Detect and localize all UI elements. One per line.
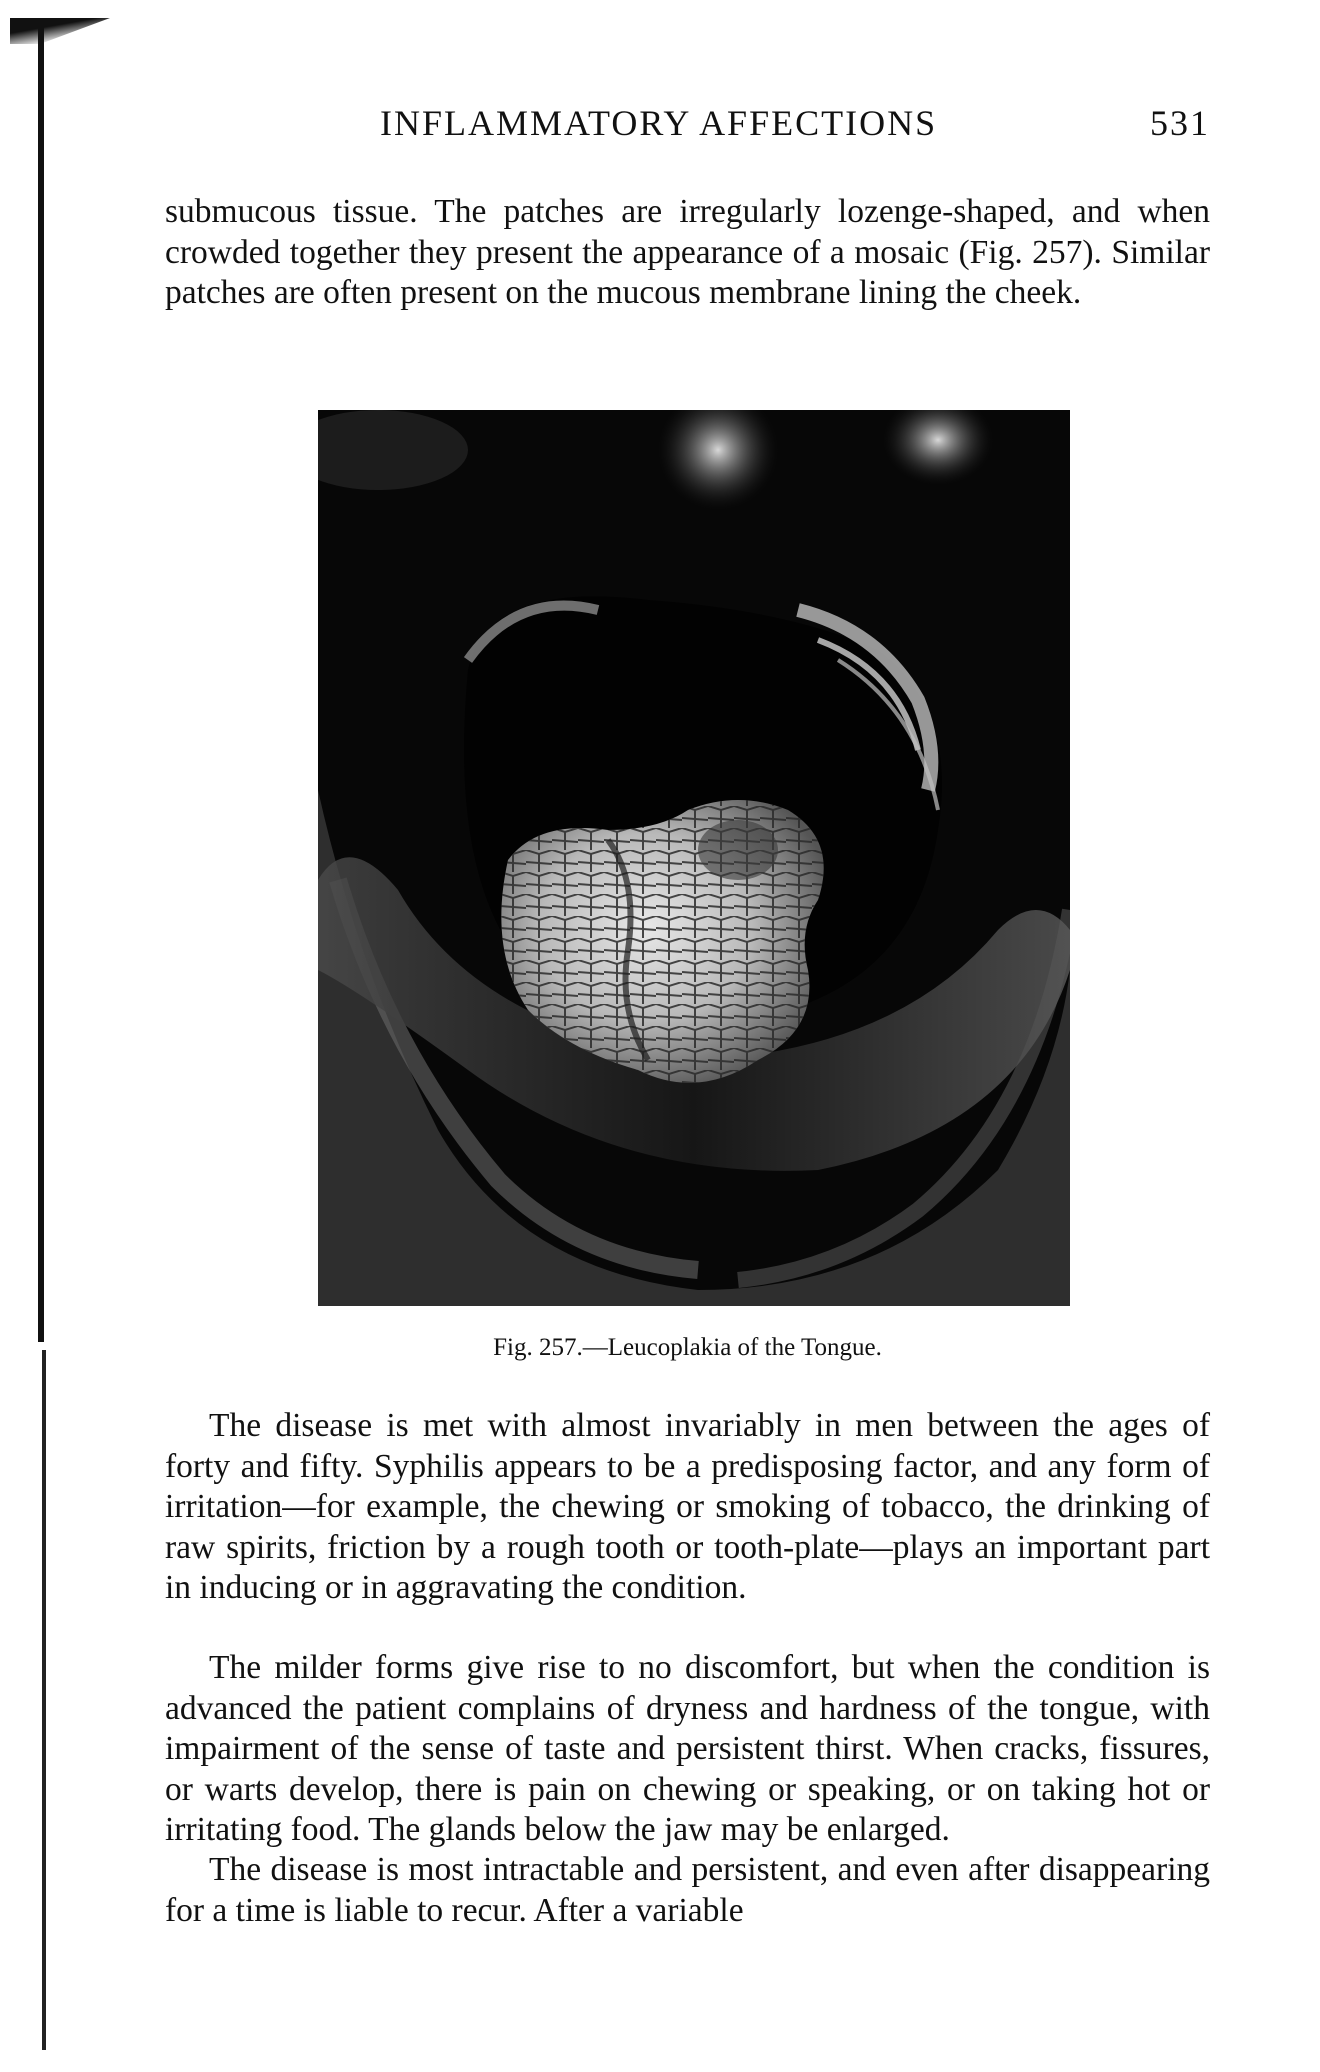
- binding-edge-shadow: [10, 18, 110, 44]
- figure-caption: Fig. 257.—Leucoplakia of the Tongue.: [493, 1334, 882, 1361]
- paragraph: The disease is most intractable and persistent, and even after disappearing for a time is liable to recur. After a variable: [165, 1851, 1210, 1929]
- paragraph-continuation: submucous tissue. The patches are irregularly lozenge-shaped, and when crowded together they present the appearance of a mosaic (Fig. 257). Similar patches are often present on the mucous membrane lining the cheek.: [165, 193, 1210, 311]
- paragraph: The milder forms give rise to no discomfort, but when the condition is advanced the patient complains of dryness and hardness of the tongue, with impairment of the sense of taste and persistent thirst. When cracks, fissures, or warts develop, there is pain on chewing or speaking, or on taking hot or irritating food. The glands below the jaw may be enlarged.: [165, 1649, 1210, 1848]
- binding-edge-line-lower: [42, 1350, 46, 2050]
- binding-edge-line: [38, 22, 44, 1342]
- running-head: INFLAMMATORY AFFECTIONS: [380, 103, 938, 143]
- page-header: [380, 102, 1210, 150]
- page-number: 531: [1150, 103, 1210, 143]
- paragraph: The disease is met with almost invariably in men between the ages of forty and fifty. Syphilis appears to be a predisposing factor, and any form of irritation—for example, the chewing or smoking of tobacco, the drinking of raw spirits, friction by a rough tooth or tooth-plate—plays an important part in inducing or in aggravating the condition.: [165, 1407, 1210, 1606]
- figure-photograph-tongue: [318, 410, 1070, 1306]
- tongue-photo-illustration: [318, 410, 1070, 1306]
